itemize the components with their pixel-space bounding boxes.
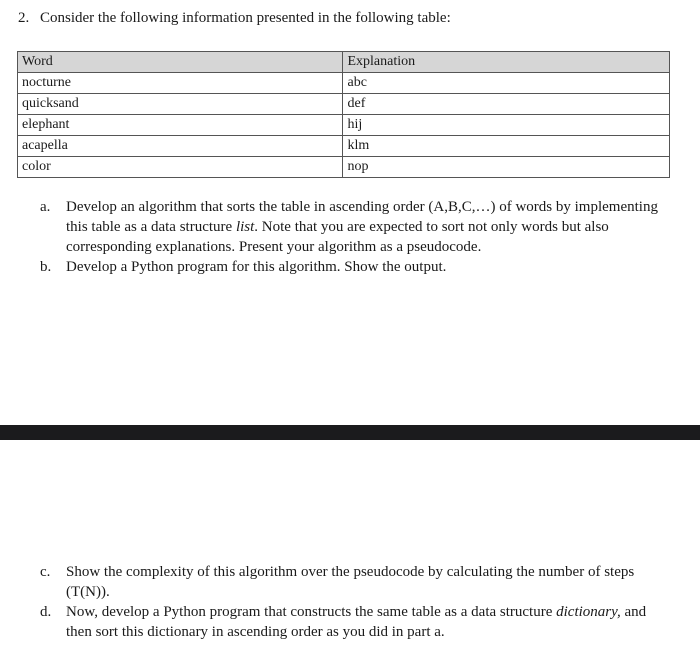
- cell-explanation: nop: [343, 157, 670, 178]
- table-row: [18, 73, 670, 94]
- question-heading: [18, 8, 451, 28]
- page-divider-bar: [0, 425, 700, 440]
- item-marker: a.: [40, 199, 51, 215]
- item-text: [66, 197, 670, 257]
- cell-explanation: klm: [343, 136, 670, 157]
- item-text: Show the complexity of this algorithm over the pseudocode by calculating the number of steps (T(N)).: [66, 564, 635, 600]
- item-marker: d.: [40, 604, 52, 620]
- sub-question-a: [40, 197, 670, 257]
- table-row: [18, 115, 670, 136]
- item-text-part: . Note that you are expected to sort not only words but also corresponding explanations. Present your algorithm as a pseudocode.: [66, 219, 609, 255]
- table-row: [18, 94, 670, 115]
- table-row: [18, 157, 670, 178]
- cell-word: quicksand: [18, 94, 343, 115]
- item-text: [66, 602, 670, 642]
- header-explanation: Explanation: [343, 52, 670, 73]
- item-marker: b.: [40, 259, 52, 275]
- word-table: [17, 51, 670, 178]
- sub-question-c: [40, 562, 670, 602]
- item-emphasis: dictionary,: [556, 604, 621, 620]
- item-text-part: Develop an algorithm that sorts the table in ascending order (A,B,C,…) of words by implementing this table as a data structure: [66, 199, 658, 235]
- item-text: Develop a Python program for this algorithm. Show the output.: [66, 259, 447, 275]
- cell-word: nocturne: [18, 73, 343, 94]
- table-header-row: [18, 52, 670, 73]
- sub-question-d: [40, 602, 670, 642]
- cell-word: elephant: [18, 115, 343, 136]
- sub-questions-ab: [40, 197, 670, 277]
- cell-explanation: hij: [343, 115, 670, 136]
- item-text-part: and then sort this dictionary in ascending order as you did in part a.: [66, 604, 647, 640]
- question-text: Consider the following information presented in the following table:: [40, 10, 451, 26]
- header-word: Word: [18, 52, 343, 73]
- item-marker: c.: [40, 564, 51, 580]
- table-row: [18, 136, 670, 157]
- question-number: 2.: [18, 10, 30, 26]
- cell-explanation: abc: [343, 73, 670, 94]
- sub-questions-cd: [40, 562, 670, 642]
- sub-question-b: [40, 257, 670, 277]
- cell-word: acapella: [18, 136, 343, 157]
- item-emphasis: list: [235, 219, 255, 235]
- cell-word: color: [18, 157, 343, 178]
- cell-explanation: def: [343, 94, 670, 115]
- item-text-part: Now, develop a Python program that constructs the same table as a data structure: [66, 604, 557, 620]
